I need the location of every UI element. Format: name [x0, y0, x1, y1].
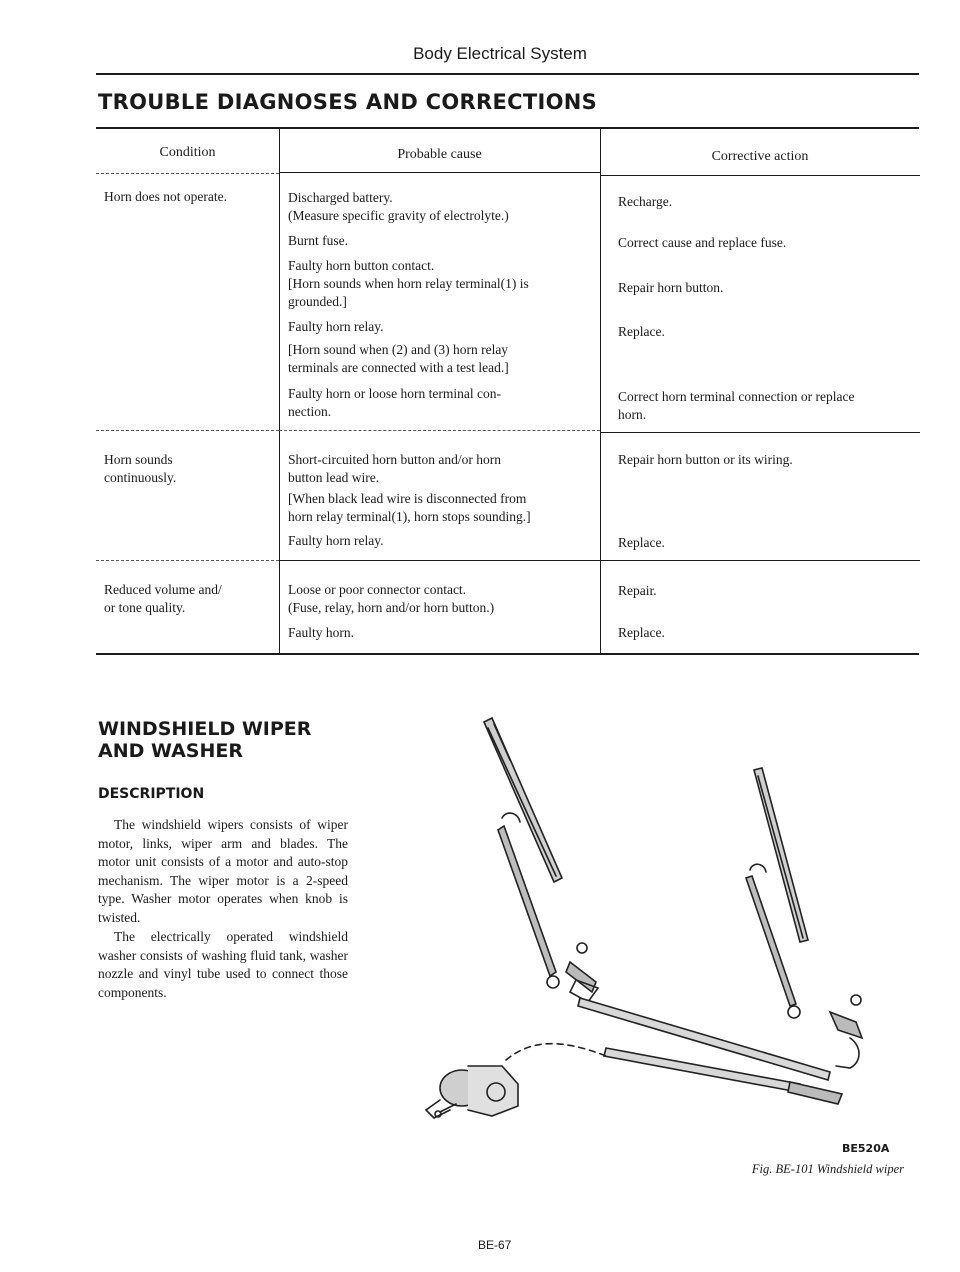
connector-dash [506, 1044, 606, 1060]
cause-line: (Fuse, relay, horn and/or horn button.) [288, 600, 495, 615]
left-wiper-blade [484, 718, 562, 882]
row-divider [96, 430, 279, 431]
cause-line: [Horn sound when (2) and (3) horn relay [288, 342, 509, 357]
left-wiper-arm [498, 813, 559, 988]
description-heading: DESCRIPTION [98, 786, 205, 802]
section-title: TROUBLE DIAGNOSES AND CORRECTIONS [98, 90, 598, 114]
description-paragraph: The electrically operated windshield washer consists of washing fluid tank, washer nozzle and vinyl tube used to connect those components. [98, 929, 348, 1000]
cause-line: button lead wire. [288, 470, 380, 485]
row-divider [600, 560, 920, 561]
row-divider [279, 560, 600, 561]
cause-line: Faulty horn button contact. [288, 258, 435, 273]
cause-line: Faulty horn or loose horn terminal con- [288, 386, 501, 401]
cause-line: Discharged battery. [288, 190, 393, 205]
cause-line: Loose or poor connector contact. [288, 582, 467, 597]
condition-line: continuously. [104, 470, 177, 485]
action-line: Replace. [618, 324, 665, 339]
header-divider-cause [279, 172, 600, 173]
row-divider [279, 430, 600, 431]
action-line: Replace. [618, 625, 665, 640]
action-line: Repair horn button or its wiring. [618, 452, 793, 467]
column-divider-2 [600, 128, 601, 654]
running-header: Body Electrical System [413, 44, 587, 63]
cause-line: Faulty horn relay. [288, 533, 384, 548]
cause-line: grounded.] [288, 294, 347, 309]
header-cause: Probable cause [397, 147, 482, 162]
action-line: Replace. [618, 535, 665, 550]
cause-line: [Horn sounds when horn relay terminal(1) is [288, 276, 529, 291]
header-rule [96, 73, 919, 75]
cause-line: (Measure specific gravity of electrolyte.) [288, 208, 509, 223]
windshield-wiper-illustration [410, 700, 910, 1140]
column-divider-1 [279, 128, 280, 654]
header-condition: Condition [159, 145, 216, 160]
wiper-motor [426, 1066, 518, 1118]
header-divider-action [600, 175, 920, 176]
action-line: Repair horn button. [618, 280, 724, 295]
left-pivot [566, 943, 598, 1002]
condition-line: Reduced volume and/ [104, 582, 222, 597]
cause-line: Burnt fuse. [288, 233, 348, 248]
cause-line: nection. [288, 404, 332, 419]
cause-line: [When black lead wire is disconnected from [288, 491, 527, 506]
row-divider [600, 432, 920, 433]
condition-cell: Horn does not operate. [104, 189, 227, 204]
cause-line: terminals are connected with a test lead.] [288, 360, 509, 375]
header-action: Corrective action [711, 149, 809, 164]
figure-code: BE520A [842, 1142, 890, 1155]
action-line: horn. [618, 407, 647, 422]
wiper-link-rod [578, 998, 842, 1104]
cause-line: Short-circuited horn button and/or horn [288, 452, 501, 467]
action-line: Recharge. [618, 194, 673, 209]
cause-line: horn relay terminal(1), horn stops sounding.] [288, 509, 531, 524]
table-top-rule [96, 127, 919, 129]
action-line: Repair. [618, 583, 657, 598]
row-divider [96, 560, 279, 561]
figure-caption: Fig. BE-101 Windshield wiper [751, 1162, 904, 1176]
wiper-heading: WINDSHIELD WIPER AND WASHER [98, 718, 312, 762]
table-bottom-rule [96, 653, 919, 655]
page-number: BE-67 [478, 1238, 512, 1252]
condition-line: or tone quality. [104, 600, 186, 615]
condition-line: Horn sounds [104, 452, 173, 467]
action-line: Correct cause and replace fuse. [618, 235, 787, 250]
cause-line: Faulty horn. [288, 625, 354, 640]
action-line: Correct horn terminal connection or replace [618, 389, 855, 404]
header-divider-condition [96, 173, 279, 174]
cause-line: Faulty horn relay. [288, 319, 384, 334]
description-paragraph: The windshield wipers consists of wiper motor, links, wiper arm and blades. The motor unit consists of a motor and auto-stop mechanism. The wiper motor is a 2-speed type. Washer motor operates when knob is twisted. [98, 817, 348, 925]
right-pivot [830, 995, 862, 1068]
